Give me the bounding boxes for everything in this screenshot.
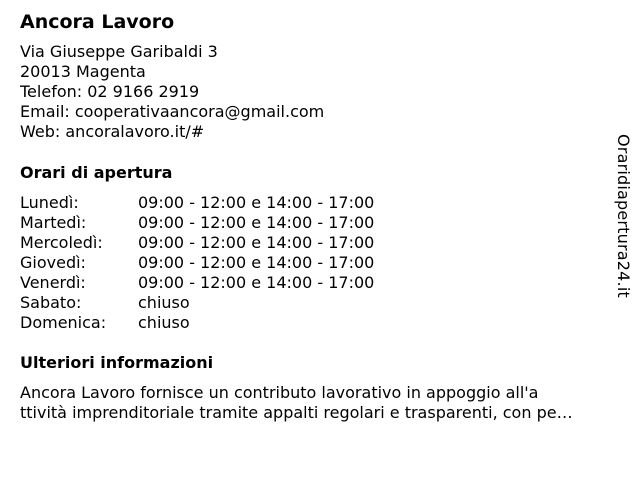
day-hours: 09:00 - 12:00 e 14:00 - 17:00 — [138, 273, 375, 292]
business-name: Ancora Lavoro — [20, 11, 175, 33]
hours-row — [20, 233, 374, 253]
side-watermark — [612, 134, 634, 312]
email-label: Email: — [20, 102, 70, 121]
day-hours: 09:00 - 12:00 e 14:00 - 17:00 — [138, 233, 375, 252]
day-hours: 09:00 - 12:00 e 14:00 - 17:00 — [138, 213, 375, 232]
web-link[interactable]: ancoralavoro.it/# — [65, 122, 205, 141]
day-hours: chiuso — [138, 313, 190, 332]
hours-title: Orari di apertura — [20, 163, 173, 182]
hours-row — [20, 253, 374, 273]
web-label: Web: — [20, 122, 61, 141]
day-label: Sabato: — [20, 293, 82, 312]
phone-number[interactable]: 02 9166 2919 — [87, 82, 200, 101]
address-street: Via Giuseppe Garibaldi 3 — [20, 42, 218, 61]
phone-row — [20, 82, 620, 102]
email-row — [20, 102, 620, 122]
web-row — [20, 122, 620, 142]
day-label: Domenica: — [20, 313, 107, 332]
watermark-text: Oraridiapertura24.it — [614, 134, 633, 298]
info-description — [20, 383, 620, 423]
day-label: Giovedì: — [20, 253, 86, 272]
phone-label: Telefon: — [20, 82, 83, 101]
hours-row — [20, 273, 374, 293]
info-line: ttività imprenditoriale tramite appalti regolari e trasparenti, con pe… — [20, 403, 573, 422]
hours-table — [20, 193, 374, 333]
day-label: Martedì: — [20, 213, 87, 232]
email-link[interactable]: cooperativaancora@gmail.com — [74, 102, 325, 121]
info-line: Ancora Lavoro fornisce un contributo lavorativo in appoggio all'a — [20, 383, 539, 402]
day-hours: chiuso — [138, 293, 190, 312]
day-hours: 09:00 - 12:00 e 14:00 - 17:00 — [138, 193, 375, 212]
address-city: 20013 Magenta — [20, 62, 146, 81]
hours-row — [20, 293, 374, 313]
day-hours: 09:00 - 12:00 e 14:00 - 17:00 — [138, 253, 375, 272]
day-label: Venerdì: — [20, 273, 86, 292]
hours-row — [20, 313, 374, 333]
hours-row — [20, 193, 374, 213]
business-card — [20, 10, 620, 423]
hours-row — [20, 213, 374, 233]
info-title: Ulteriori informazioni — [20, 353, 214, 372]
day-label: Lunedì: — [20, 193, 79, 212]
day-label: Mercoledì: — [20, 233, 103, 252]
